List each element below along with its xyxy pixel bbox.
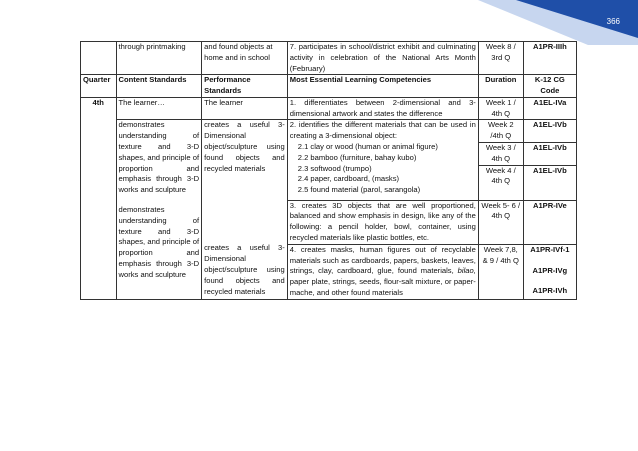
competency-cell: 7. participates in school/district exhibit and culminating activity in celebration of the National Arts Month (February) bbox=[287, 42, 478, 75]
table-header-row bbox=[81, 75, 577, 98]
duration-2-3: Week 4 / 4th Q bbox=[478, 165, 523, 200]
content-standard-body bbox=[116, 120, 202, 299]
code-cell: A1PR-IIIh bbox=[523, 42, 576, 75]
page-number: 366 bbox=[606, 17, 620, 26]
competency-4-part-b: paper plate, strings, seeds, flour-salt mixture, or paper-mache, and other found materials bbox=[289, 277, 476, 297]
quarter-cell: 4th bbox=[81, 97, 117, 299]
competency-2-5: 2.5 found material (parol, sarangola) bbox=[297, 185, 421, 195]
code-2-3: A1EL-IVb bbox=[523, 165, 576, 200]
competency-4-italic: bilao, bbox=[457, 266, 476, 276]
duration-2-2: Week 3 / 4th Q bbox=[478, 143, 523, 166]
table-row bbox=[81, 97, 577, 120]
code-2-2: A1EL-IVb bbox=[523, 143, 576, 166]
performance-standard-cell: and found objects at home and in school bbox=[202, 42, 288, 75]
code-1: A1EL-IVa bbox=[523, 97, 576, 120]
header-quarter: Quarter bbox=[81, 75, 117, 98]
performance-lead: The learner bbox=[202, 97, 288, 120]
code-4c: A1PR-IVh bbox=[532, 286, 568, 296]
competency-1: 1. differentiates between 2-dimensional and 3-dimensional artwork and states the difference bbox=[287, 97, 478, 120]
competency-2-3: 2.3 softwood (trumpo) bbox=[297, 163, 372, 173]
content-standard-2: demonstrates understanding of texture and 3-D shapes, and principle of proportion and emphasis through 3-D works and sculpture bbox=[118, 204, 200, 279]
performance-standard-1: creates a useful 3-Dimensional object/sculpture using found objects and recycled materials bbox=[204, 120, 285, 173]
header-competencies: Most Essential Learning Competencies bbox=[287, 75, 478, 98]
content-standard-cell: through printmaking bbox=[116, 42, 202, 75]
competency-3: 3. creates 3D objects that are well proportioned, balanced and show emphasis in design, like any of the following: a pencil holder, bowl, container, using recycled materials like plastic bottles, etc. bbox=[287, 200, 478, 244]
competency-2: 2. identifies the different materials that can be used in creating a 3-dimensional object: bbox=[289, 120, 476, 141]
content-lead: The learner… bbox=[116, 97, 202, 120]
duration-1: Week 1 / 4th Q bbox=[478, 97, 523, 120]
header-content-standards: Content Standards bbox=[116, 75, 202, 98]
header-code: K-12 CG Code bbox=[523, 75, 576, 98]
content-standard-1: demonstrates understanding of texture and 3-D shapes, and principle of proportion and emphasis through 3-D works and sculpture bbox=[118, 120, 200, 195]
performance-standard-body bbox=[202, 120, 288, 299]
table-row bbox=[81, 42, 577, 75]
curriculum-table bbox=[80, 41, 577, 300]
duration-3: Week 5- 6 / 4th Q bbox=[478, 200, 523, 244]
duration-4: Week 7,8, & 9 / 4th Q bbox=[478, 244, 523, 299]
table-row bbox=[81, 120, 577, 143]
duration-cell: Week 8 / 3rd Q bbox=[478, 42, 523, 75]
competency-2-2: 2.2 bamboo (furniture, bahay kubo) bbox=[297, 152, 417, 162]
competency-4 bbox=[287, 244, 478, 299]
competency-2-1: 2.1 clay or wood (human or animal figure) bbox=[297, 142, 438, 152]
code-3: A1PR-IVe bbox=[523, 200, 576, 244]
code-4b: A1PR-IVg bbox=[532, 265, 568, 275]
code-4a: A1PR-IVf-1 bbox=[530, 244, 570, 254]
code-4-cell bbox=[523, 244, 576, 299]
duration-2: Week 2 /4th Q bbox=[478, 120, 523, 143]
code-2: A1EL-IVb bbox=[523, 120, 576, 143]
competency-2-cell bbox=[287, 120, 478, 200]
competency-4-part-a: 4. creates masks, human figures out of recyclable materials such as cardboards, papers, baskets, leaves, strings, clay, cardboard, glue, found materials, bbox=[289, 244, 476, 276]
header-performance-standards: Performance Standards bbox=[202, 75, 288, 98]
header-duration: Duration bbox=[478, 75, 523, 98]
competency-2-4: 2.4 paper, cardboard, (masks) bbox=[297, 174, 400, 184]
performance-standard-2: creates a useful 3-Dimensional object/sculpture using found objects and recycled materials bbox=[204, 243, 285, 296]
